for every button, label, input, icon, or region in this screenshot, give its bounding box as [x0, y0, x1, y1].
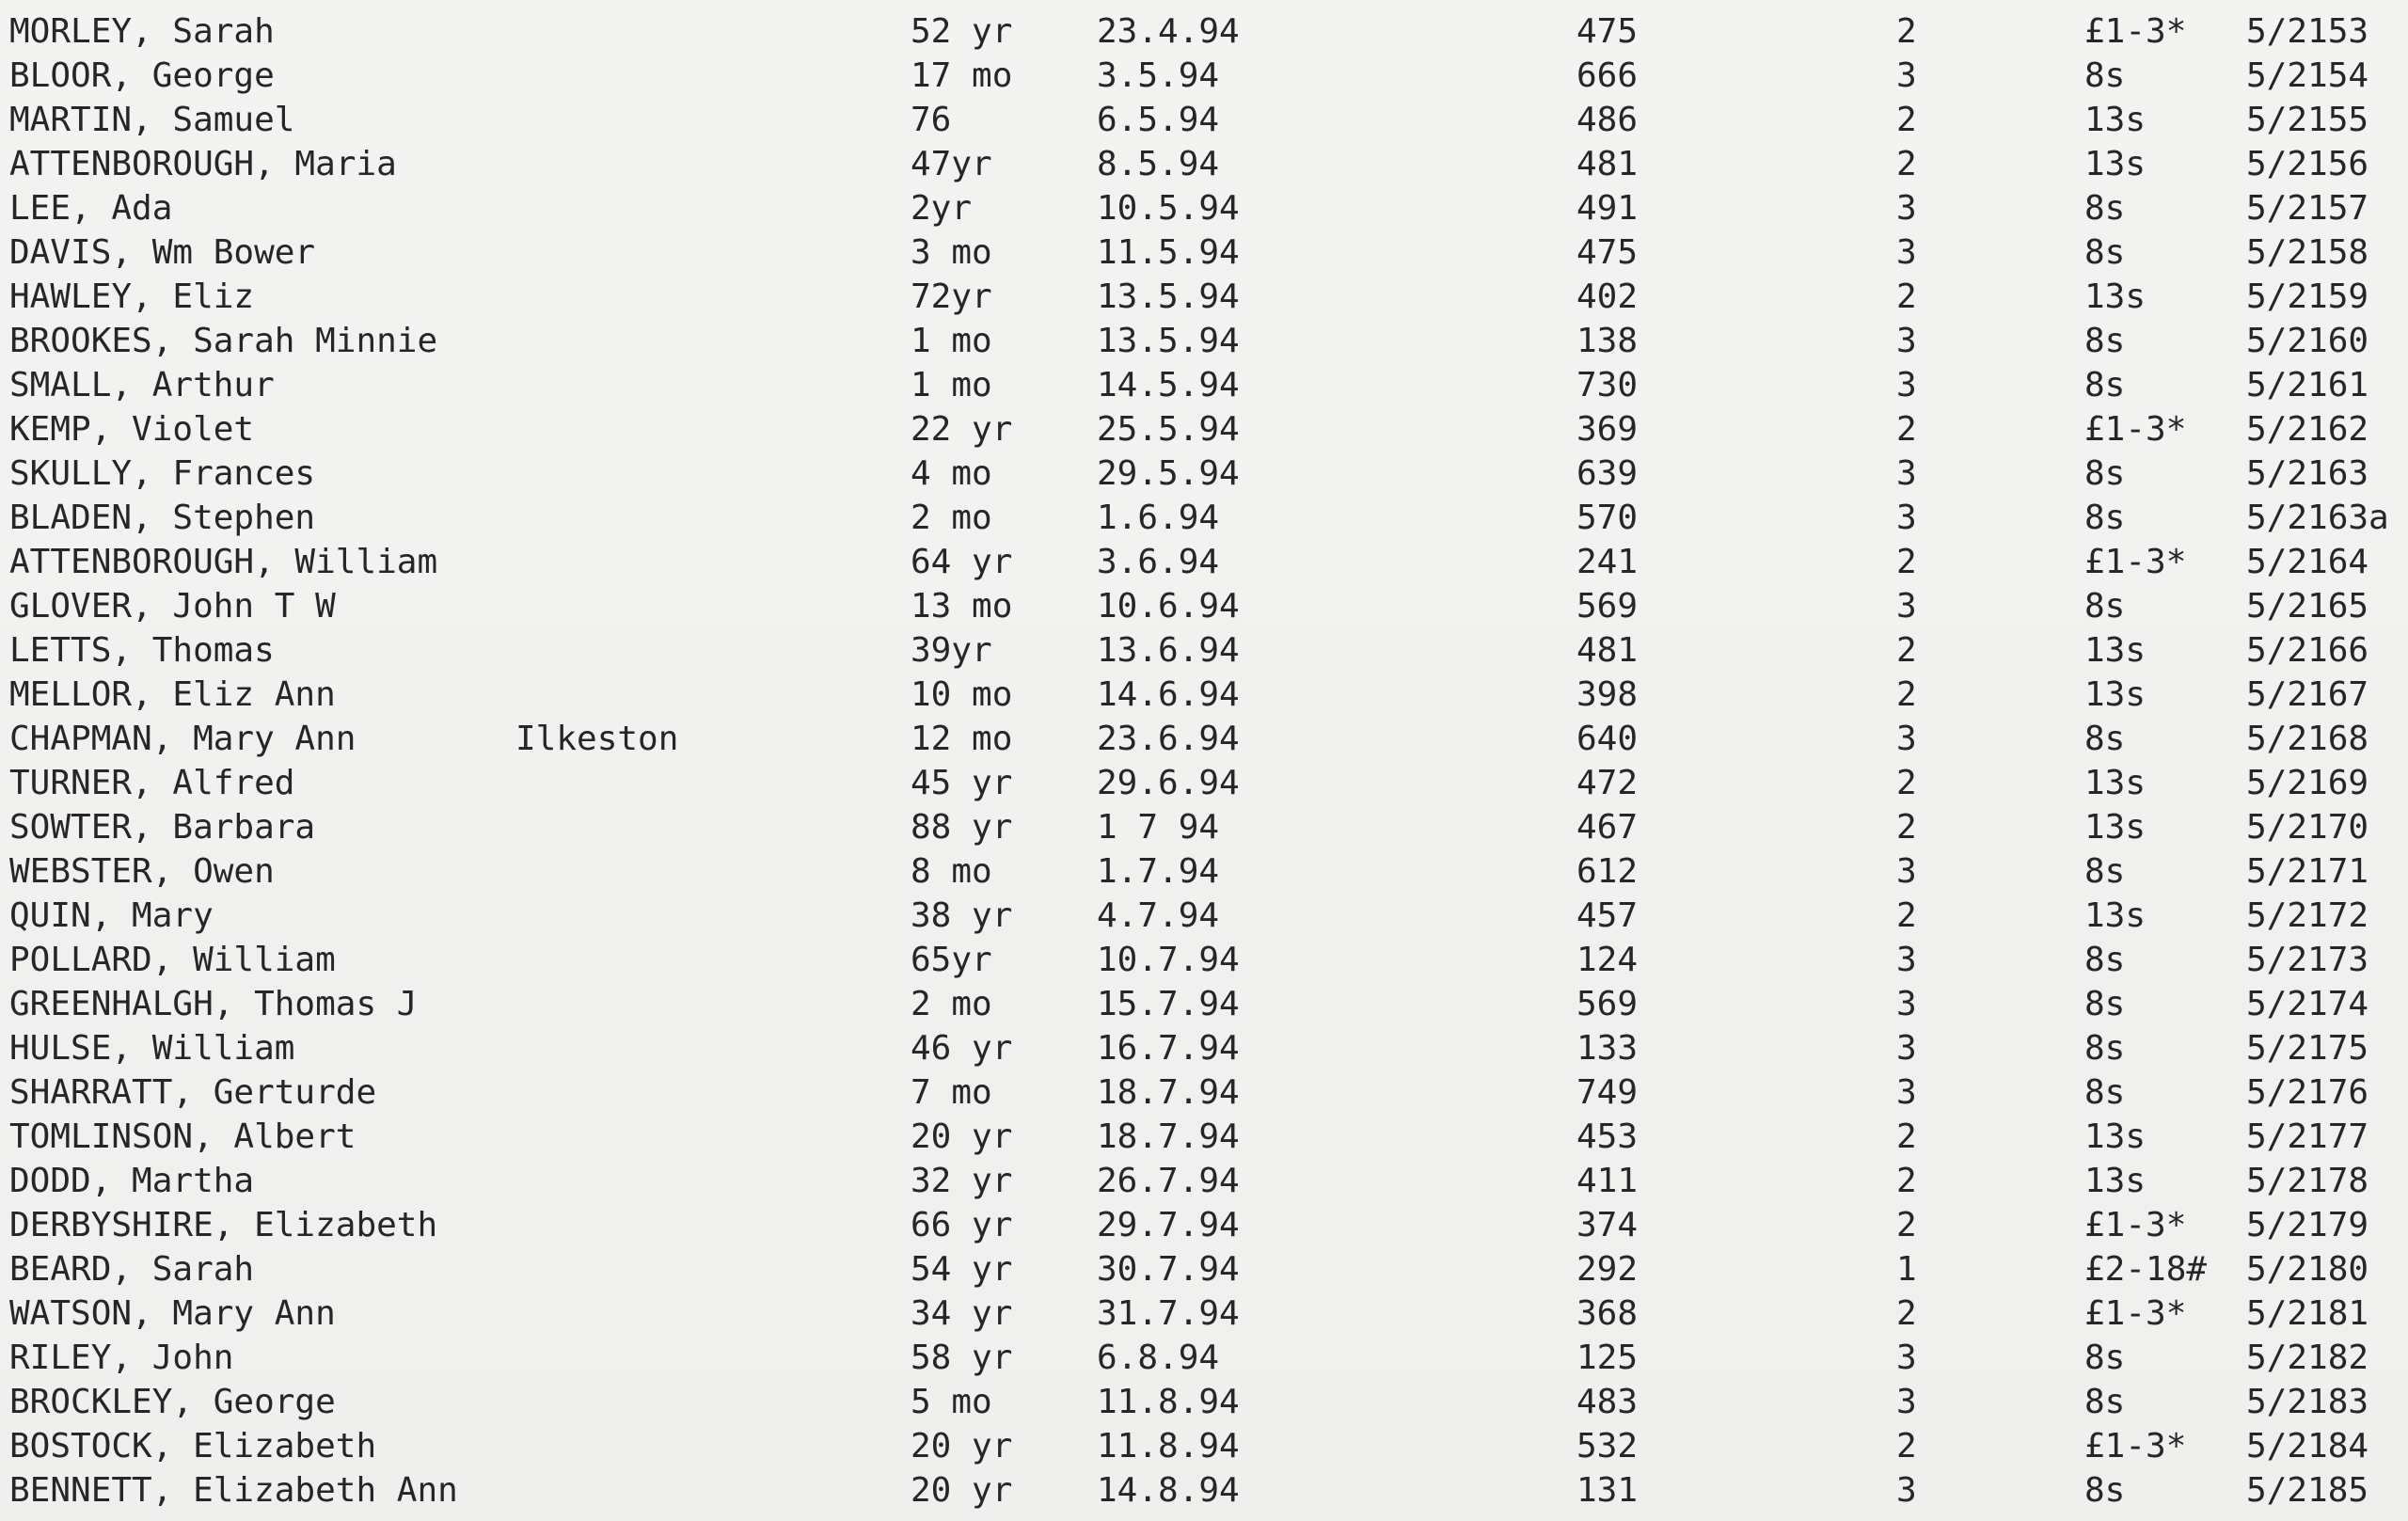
entry-name: BLOOR, George [9, 56, 275, 95]
entry-name: CHAPMAN, Mary Ann [9, 720, 356, 758]
entry-date: 1 7 94 [1097, 808, 1220, 847]
entry-name: GREENHALGH, Thomas J [9, 985, 418, 1023]
register-row [0, 1115, 2408, 1159]
entry-fee: 13s [2084, 1162, 2147, 1200]
entry-fee: 13s [2084, 764, 2147, 802]
entry-class: 2 [1896, 1294, 1917, 1333]
entry-age: 3 mo [911, 233, 992, 272]
register-row [0, 1247, 2408, 1291]
entry-date: 1.7.94 [1097, 852, 1220, 891]
entry-grave-number: 131 [1576, 1471, 1639, 1510]
entry-date: 13.5.94 [1097, 277, 1240, 316]
entry-grave-number: 138 [1576, 322, 1639, 360]
entry-reference: 5/2179 [2246, 1206, 2369, 1244]
register-row [0, 9, 2408, 54]
entry-reference: 5/2175 [2246, 1029, 2369, 1068]
entry-date: 15.7.94 [1097, 985, 1240, 1023]
entry-place: Ilkeston [515, 720, 679, 758]
entry-fee: 8s [2084, 720, 2126, 758]
entry-age: 8 mo [911, 852, 992, 891]
register-row [0, 1291, 2408, 1336]
entry-class: 2 [1896, 764, 1917, 802]
entry-name: WEBSTER, Owen [9, 852, 275, 891]
entry-fee: 13s [2084, 675, 2147, 714]
entry-fee: 8s [2084, 852, 2126, 891]
entry-name: ATTENBOROUGH, William [9, 543, 438, 581]
entry-fee: £1-3* [2084, 543, 2187, 581]
entry-fee: 8s [2084, 587, 2126, 626]
entry-grave-number: 402 [1576, 277, 1639, 316]
entry-fee: 8s [2084, 56, 2126, 95]
register-row [0, 1070, 2408, 1115]
entry-age: 1 mo [911, 366, 992, 404]
register-row [0, 805, 2408, 849]
entry-class: 2 [1896, 896, 1917, 935]
entry-class: 2 [1896, 410, 1917, 449]
entry-grave-number: 532 [1576, 1427, 1639, 1466]
entry-grave-number: 569 [1576, 985, 1639, 1023]
entry-date: 6.8.94 [1097, 1339, 1220, 1377]
entry-reference: 5/2156 [2246, 145, 2369, 183]
register-row [0, 1159, 2408, 1203]
register-row [0, 98, 2408, 142]
entry-grave-number: 457 [1576, 896, 1639, 935]
entry-age: 64 yr [911, 543, 1013, 581]
entry-name: MELLOR, Eliz Ann [9, 675, 336, 714]
entry-name: POLLARD, William [9, 941, 336, 979]
register-row [0, 982, 2408, 1026]
entry-age: 88 yr [911, 808, 1013, 847]
entry-age: 4 mo [911, 454, 992, 493]
entry-age: 39yr [911, 631, 992, 670]
register-row [0, 761, 2408, 805]
register-row [0, 717, 2408, 761]
entry-date: 3.6.94 [1097, 543, 1220, 581]
entry-reference: 5/2173 [2246, 941, 2369, 979]
entry-reference: 5/2163a [2246, 499, 2389, 537]
entry-date: 31.7.94 [1097, 1294, 1240, 1333]
entry-reference: 5/2159 [2246, 277, 2369, 316]
entry-date: 18.7.94 [1097, 1117, 1240, 1156]
entry-name: DODD, Martha [9, 1162, 255, 1200]
entry-grave-number: 639 [1576, 454, 1639, 493]
entry-name: MARTIN, Samuel [9, 101, 295, 139]
entry-reference: 5/2163 [2246, 454, 2369, 493]
entry-grave-number: 481 [1576, 631, 1639, 670]
entry-reference: 5/2178 [2246, 1162, 2369, 1200]
entry-name: SOWTER, Barbara [9, 808, 316, 847]
entry-age: 65yr [911, 941, 992, 979]
entry-grave-number: 569 [1576, 587, 1639, 626]
entry-fee: 8s [2084, 1471, 2126, 1510]
entry-reference: 5/2184 [2246, 1427, 2369, 1466]
register-row [0, 1468, 2408, 1513]
register-row [0, 1203, 2408, 1247]
entry-class: 3 [1896, 189, 1917, 228]
entry-name: SKULLY, Frances [9, 454, 316, 493]
entry-class: 3 [1896, 366, 1917, 404]
entry-age: 54 yr [911, 1250, 1013, 1289]
entry-grave-number: 475 [1576, 233, 1639, 272]
entry-class: 3 [1896, 233, 1917, 272]
entry-reference: 5/2170 [2246, 808, 2369, 847]
entry-name: HAWLEY, Eliz [9, 277, 255, 316]
entry-reference: 5/2171 [2246, 852, 2369, 891]
entry-grave-number: 472 [1576, 764, 1639, 802]
entry-date: 14.5.94 [1097, 366, 1240, 404]
entry-name: RILEY, John [9, 1339, 234, 1377]
register-row [0, 1336, 2408, 1380]
register-row [0, 628, 2408, 673]
entry-date: 13.5.94 [1097, 322, 1240, 360]
entry-class: 2 [1896, 277, 1917, 316]
entry-name: BOSTOCK, Elizabeth [9, 1427, 377, 1466]
entry-age: 72yr [911, 277, 992, 316]
entry-age: 22 yr [911, 410, 1013, 449]
entry-age: 32 yr [911, 1162, 1013, 1200]
entry-date: 1.6.94 [1097, 499, 1220, 537]
entry-class: 3 [1896, 1029, 1917, 1068]
entry-reference: 5/2177 [2246, 1117, 2369, 1156]
register-row [0, 540, 2408, 584]
entry-age: 2yr [911, 189, 973, 228]
entry-name: LEE, Ada [9, 189, 173, 228]
entry-fee: 8s [2084, 499, 2126, 537]
entry-grave-number: 369 [1576, 410, 1639, 449]
entry-name: ATTENBOROUGH, Maria [9, 145, 397, 183]
entry-age: 34 yr [911, 1294, 1013, 1333]
register-row [0, 673, 2408, 717]
entry-grave-number: 125 [1576, 1339, 1639, 1377]
entry-date: 29.6.94 [1097, 764, 1240, 802]
entry-reference: 5/2154 [2246, 56, 2369, 95]
entry-date: 10.6.94 [1097, 587, 1240, 626]
entry-name: KEMP, Violet [9, 410, 255, 449]
entry-fee: £1-3* [2084, 1427, 2187, 1466]
entry-reference: 5/2162 [2246, 410, 2369, 449]
entry-class: 3 [1896, 56, 1917, 95]
entry-class: 2 [1896, 543, 1917, 581]
entry-class: 2 [1896, 808, 1917, 847]
entry-name: SMALL, Arthur [9, 366, 275, 404]
entry-grave-number: 368 [1576, 1294, 1639, 1333]
entry-fee: £1-3* [2084, 410, 2187, 449]
entry-name: WATSON, Mary Ann [9, 1294, 336, 1333]
entry-age: 20 yr [911, 1117, 1013, 1156]
entry-class: 3 [1896, 454, 1917, 493]
entry-grave-number: 292 [1576, 1250, 1639, 1289]
entry-grave-number: 612 [1576, 852, 1639, 891]
entry-grave-number: 475 [1576, 12, 1639, 51]
entry-fee: 8s [2084, 1029, 2126, 1068]
entry-date: 14.8.94 [1097, 1471, 1240, 1510]
entry-reference: 5/2172 [2246, 896, 2369, 935]
entry-age: 45 yr [911, 764, 1013, 802]
entry-date: 11.5.94 [1097, 233, 1240, 272]
entry-date: 25.5.94 [1097, 410, 1240, 449]
entry-date: 10.5.94 [1097, 189, 1240, 228]
register-row [0, 186, 2408, 230]
entry-class: 3 [1896, 322, 1917, 360]
entry-class: 2 [1896, 675, 1917, 714]
entry-class: 3 [1896, 499, 1917, 537]
entry-grave-number: 398 [1576, 675, 1639, 714]
entry-class: 3 [1896, 985, 1917, 1023]
entry-date: 23.4.94 [1097, 12, 1240, 51]
entry-class: 3 [1896, 852, 1917, 891]
entry-grave-number: 374 [1576, 1206, 1639, 1244]
entry-date: 11.8.94 [1097, 1427, 1240, 1466]
entry-class: 3 [1896, 720, 1917, 758]
entry-fee: 13s [2084, 808, 2147, 847]
entry-name: DAVIS, Wm Bower [9, 233, 316, 272]
entry-name: DERBYSHIRE, Elizabeth [9, 1206, 438, 1244]
entry-fee: 8s [2084, 233, 2126, 272]
entry-date: 23.6.94 [1097, 720, 1240, 758]
register-row [0, 584, 2408, 628]
entry-date: 30.7.94 [1097, 1250, 1240, 1289]
entry-class: 2 [1896, 631, 1917, 670]
entry-class: 2 [1896, 1117, 1917, 1156]
entry-class: 2 [1896, 1206, 1917, 1244]
entry-date: 29.7.94 [1097, 1206, 1240, 1244]
entry-fee: 13s [2084, 101, 2147, 139]
entry-name: BROCKLEY, George [9, 1383, 336, 1421]
entry-grave-number: 749 [1576, 1073, 1639, 1112]
entry-name: BROOKES, Sarah Minnie [9, 322, 438, 360]
entry-reference: 5/2167 [2246, 675, 2369, 714]
entry-age: 76 [911, 101, 952, 139]
entry-class: 3 [1896, 1383, 1917, 1421]
entry-name: LETTS, Thomas [9, 631, 275, 670]
entry-date: 16.7.94 [1097, 1029, 1240, 1068]
entry-date: 6.5.94 [1097, 101, 1220, 139]
entry-class: 3 [1896, 1073, 1917, 1112]
entry-age: 2 mo [911, 985, 992, 1023]
entry-age: 46 yr [911, 1029, 1013, 1068]
entry-name: BEARD, Sarah [9, 1250, 255, 1289]
entry-fee: 13s [2084, 631, 2147, 670]
entry-date: 3.5.94 [1097, 56, 1220, 95]
entry-grave-number: 133 [1576, 1029, 1639, 1068]
register-row [0, 1380, 2408, 1424]
entry-date: 14.6.94 [1097, 675, 1240, 714]
entry-age: 20 yr [911, 1471, 1013, 1510]
entry-reference: 5/2153 [2246, 12, 2369, 51]
entry-date: 26.7.94 [1097, 1162, 1240, 1200]
entry-class: 3 [1896, 1471, 1917, 1510]
entry-class: 2 [1896, 101, 1917, 139]
entry-grave-number: 570 [1576, 499, 1639, 537]
entry-name: TOMLINSON, Albert [9, 1117, 356, 1156]
entry-age: 66 yr [911, 1206, 1013, 1244]
entry-reference: 5/2160 [2246, 322, 2369, 360]
entry-class: 2 [1896, 1162, 1917, 1200]
entry-fee: 13s [2084, 896, 2147, 935]
entry-grave-number: 124 [1576, 941, 1639, 979]
entry-fee: 13s [2084, 1117, 2147, 1156]
entry-name: HULSE, William [9, 1029, 295, 1068]
register-row [0, 1424, 2408, 1468]
entry-date: 29.5.94 [1097, 454, 1240, 493]
register-row [0, 938, 2408, 982]
entry-reference: 5/2164 [2246, 543, 2369, 581]
entry-date: 13.6.94 [1097, 631, 1240, 670]
entry-date: 10.7.94 [1097, 941, 1240, 979]
entry-age: 1 mo [911, 322, 992, 360]
entry-class: 3 [1896, 1339, 1917, 1377]
entry-reference: 5/2158 [2246, 233, 2369, 272]
register-row [0, 496, 2408, 540]
register-row [0, 142, 2408, 186]
register-row [0, 407, 2408, 452]
entry-reference: 5/2185 [2246, 1471, 2369, 1510]
entry-age: 13 mo [911, 587, 1013, 626]
entry-grave-number: 241 [1576, 543, 1639, 581]
entry-fee: £1-3* [2084, 1294, 2187, 1333]
entry-age: 7 mo [911, 1073, 992, 1112]
entry-grave-number: 467 [1576, 808, 1639, 847]
entry-age: 17 mo [911, 56, 1013, 95]
entry-fee: £2-18# [2084, 1250, 2208, 1289]
entry-class: 1 [1896, 1250, 1917, 1289]
register-row [0, 363, 2408, 407]
register-row [0, 849, 2408, 894]
entry-fee: 8s [2084, 1073, 2126, 1112]
entry-name: BLADEN, Stephen [9, 499, 316, 537]
entry-reference: 5/2165 [2246, 587, 2369, 626]
entry-grave-number: 483 [1576, 1383, 1639, 1421]
register-row [0, 1026, 2408, 1070]
entry-fee: 8s [2084, 941, 2126, 979]
burial-register-list [0, 9, 2408, 1513]
entry-reference: 5/2166 [2246, 631, 2369, 670]
entry-grave-number: 730 [1576, 366, 1639, 404]
entry-fee: 8s [2084, 322, 2126, 360]
entry-fee: 8s [2084, 1339, 2126, 1377]
entry-age: 5 mo [911, 1383, 992, 1421]
entry-grave-number: 481 [1576, 145, 1639, 183]
entry-fee: 8s [2084, 985, 2126, 1023]
entry-reference: 5/2183 [2246, 1383, 2369, 1421]
entry-reference: 5/2180 [2246, 1250, 2369, 1289]
entry-age: 38 yr [911, 896, 1013, 935]
register-row [0, 452, 2408, 496]
entry-reference: 5/2182 [2246, 1339, 2369, 1377]
entry-fee: £1-3* [2084, 1206, 2187, 1244]
entry-class: 2 [1896, 145, 1917, 183]
entry-reference: 5/2155 [2246, 101, 2369, 139]
entry-fee: 8s [2084, 1383, 2126, 1421]
entry-name: MORLEY, Sarah [9, 12, 275, 51]
entry-grave-number: 666 [1576, 56, 1639, 95]
entry-age: 10 mo [911, 675, 1013, 714]
entry-reference: 5/2168 [2246, 720, 2369, 758]
entry-age: 2 mo [911, 499, 992, 537]
entry-age: 52 yr [911, 12, 1013, 51]
entry-name: SHARRATT, Gerturde [9, 1073, 377, 1112]
entry-class: 3 [1896, 587, 1917, 626]
entry-date: 8.5.94 [1097, 145, 1220, 183]
entry-age: 47yr [911, 145, 992, 183]
entry-grave-number: 453 [1576, 1117, 1639, 1156]
entry-grave-number: 491 [1576, 189, 1639, 228]
entry-name: BENNETT, Elizabeth Ann [9, 1471, 458, 1510]
entry-age: 12 mo [911, 720, 1013, 758]
entry-reference: 5/2181 [2246, 1294, 2369, 1333]
entry-age: 58 yr [911, 1339, 1013, 1377]
entry-date: 18.7.94 [1097, 1073, 1240, 1112]
entry-reference: 5/2174 [2246, 985, 2369, 1023]
entry-name: QUIN, Mary [9, 896, 214, 935]
entry-date: 11.8.94 [1097, 1383, 1240, 1421]
entry-class: 3 [1896, 941, 1917, 979]
entry-name: GLOVER, John T W [9, 587, 336, 626]
entry-class: 2 [1896, 12, 1917, 51]
register-row [0, 54, 2408, 98]
entry-name: TURNER, Alfred [9, 764, 295, 802]
entry-date: 4.7.94 [1097, 896, 1220, 935]
entry-fee: 8s [2084, 454, 2126, 493]
entry-fee: £1-3* [2084, 12, 2187, 51]
entry-reference: 5/2161 [2246, 366, 2369, 404]
entry-fee: 13s [2084, 277, 2147, 316]
entry-reference: 5/2169 [2246, 764, 2369, 802]
entry-fee: 13s [2084, 145, 2147, 183]
register-row [0, 894, 2408, 938]
entry-reference: 5/2157 [2246, 189, 2369, 228]
entry-reference: 5/2176 [2246, 1073, 2369, 1112]
register-row [0, 230, 2408, 275]
entry-grave-number: 640 [1576, 720, 1639, 758]
entry-fee: 8s [2084, 366, 2126, 404]
entry-fee: 8s [2084, 189, 2126, 228]
register-row [0, 319, 2408, 363]
entry-class: 2 [1896, 1427, 1917, 1466]
register-row [0, 275, 2408, 319]
entry-grave-number: 486 [1576, 101, 1639, 139]
entry-grave-number: 411 [1576, 1162, 1639, 1200]
entry-age: 20 yr [911, 1427, 1013, 1466]
